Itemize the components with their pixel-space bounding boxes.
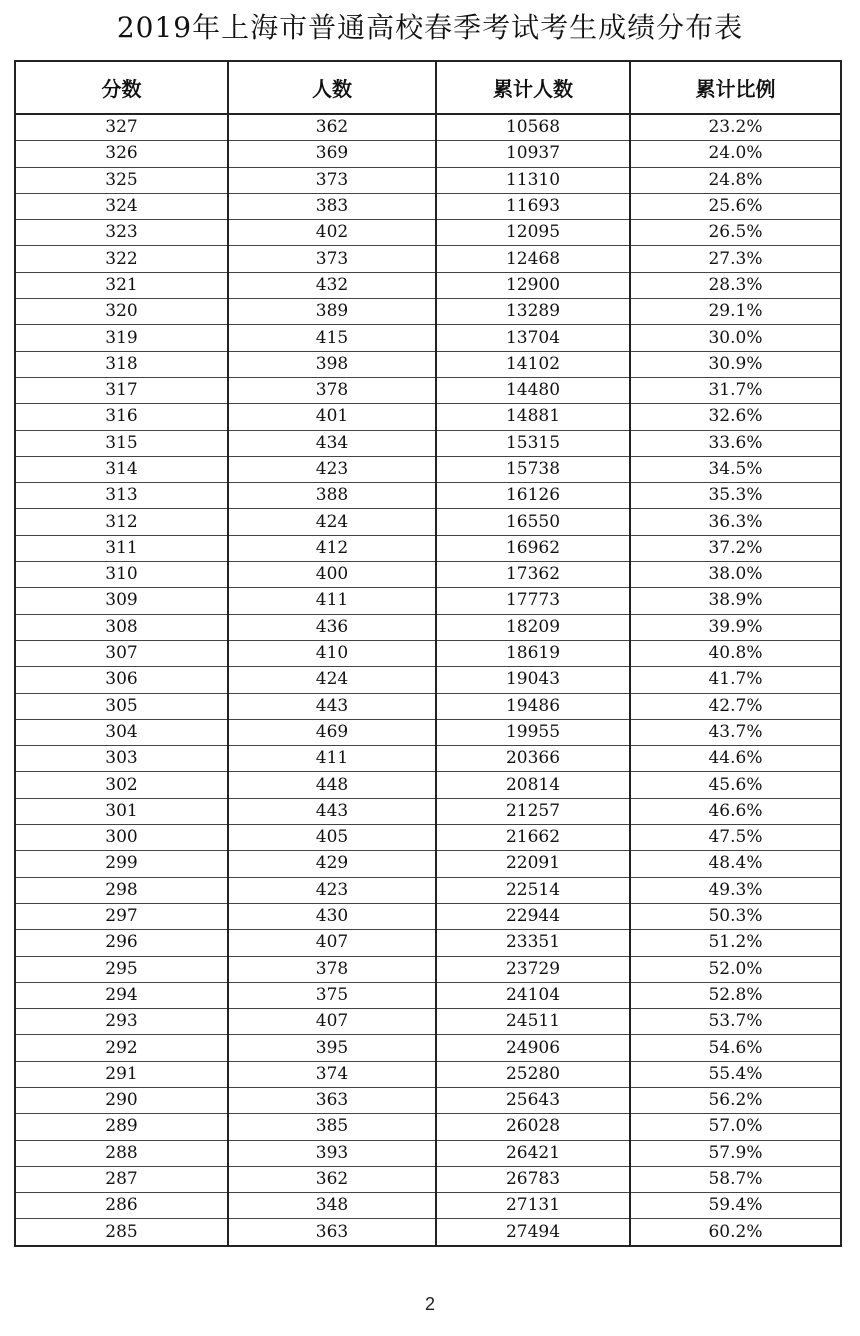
- score-distribution-table: [14, 60, 842, 1247]
- cell-cumulative-count: 21662: [436, 825, 630, 851]
- table-row: [15, 456, 841, 482]
- cell-cumulative-count: 13289: [436, 299, 630, 325]
- header-cumulative-count: 累计人数: [436, 61, 630, 114]
- cell-cumulative-count: 23351: [436, 930, 630, 956]
- cell-count: 469: [228, 719, 436, 745]
- table-row: [15, 693, 841, 719]
- cell-count: 423: [228, 456, 436, 482]
- cell-count: 369: [228, 141, 436, 167]
- header-cumulative-ratio: 累计比例: [630, 61, 841, 114]
- cell-count: 398: [228, 351, 436, 377]
- cell-score: 286: [15, 1193, 228, 1219]
- cell-cumulative-count: 16550: [436, 509, 630, 535]
- cell-count: 415: [228, 325, 436, 351]
- cell-score: 305: [15, 693, 228, 719]
- cell-score: 296: [15, 930, 228, 956]
- cell-cumulative-ratio: 31.7%: [630, 377, 841, 403]
- cell-cumulative-ratio: 33.6%: [630, 430, 841, 456]
- cell-cumulative-ratio: 50.3%: [630, 903, 841, 929]
- cell-cumulative-count: 26783: [436, 1166, 630, 1192]
- cell-count: 423: [228, 877, 436, 903]
- cell-cumulative-ratio: 59.4%: [630, 1193, 841, 1219]
- cell-count: 373: [228, 167, 436, 193]
- cell-count: 362: [228, 1166, 436, 1192]
- table-row: [15, 404, 841, 430]
- table-row: [15, 772, 841, 798]
- table-row: [15, 193, 841, 219]
- table-row: [15, 377, 841, 403]
- cell-cumulative-count: 22514: [436, 877, 630, 903]
- table-body: [15, 114, 841, 1246]
- cell-cumulative-ratio: 34.5%: [630, 456, 841, 482]
- cell-cumulative-count: 27494: [436, 1219, 630, 1246]
- cell-cumulative-count: 14102: [436, 351, 630, 377]
- table-row: [15, 272, 841, 298]
- cell-cumulative-count: 12095: [436, 220, 630, 246]
- cell-score: 302: [15, 772, 228, 798]
- cell-cumulative-count: 22944: [436, 903, 630, 929]
- cell-count: 402: [228, 220, 436, 246]
- cell-cumulative-ratio: 24.0%: [630, 141, 841, 167]
- cell-cumulative-count: 25643: [436, 1087, 630, 1113]
- table-row: [15, 299, 841, 325]
- cell-cumulative-count: 24511: [436, 1009, 630, 1035]
- cell-count: 407: [228, 930, 436, 956]
- cell-count: 411: [228, 588, 436, 614]
- cell-count: 443: [228, 693, 436, 719]
- cell-cumulative-count: 26421: [436, 1140, 630, 1166]
- cell-count: 393: [228, 1140, 436, 1166]
- cell-cumulative-count: 20814: [436, 772, 630, 798]
- cell-score: 327: [15, 114, 228, 141]
- table-row: [15, 562, 841, 588]
- cell-cumulative-count: 24104: [436, 982, 630, 1008]
- table-row: [15, 1035, 841, 1061]
- cell-score: 291: [15, 1061, 228, 1087]
- cell-count: 410: [228, 640, 436, 666]
- cell-cumulative-count: 10568: [436, 114, 630, 141]
- cell-cumulative-ratio: 49.3%: [630, 877, 841, 903]
- page-title: 2019年上海市普通高校春季考试考生成绩分布表: [116, 11, 744, 44]
- cell-cumulative-ratio: 35.3%: [630, 483, 841, 509]
- cell-count: 430: [228, 903, 436, 929]
- table-row: [15, 535, 841, 561]
- header-count: 人数: [228, 61, 436, 114]
- cell-cumulative-count: 16962: [436, 535, 630, 561]
- table-row: [15, 167, 841, 193]
- cell-score: 318: [15, 351, 228, 377]
- table-row: [15, 1009, 841, 1035]
- cell-cumulative-count: 18209: [436, 614, 630, 640]
- cell-cumulative-count: 23729: [436, 956, 630, 982]
- table-row: [15, 1219, 841, 1246]
- cell-score: 323: [15, 220, 228, 246]
- table-header-row: [15, 61, 841, 114]
- cell-score: 290: [15, 1087, 228, 1113]
- cell-cumulative-ratio: 25.6%: [630, 193, 841, 219]
- table-row: [15, 825, 841, 851]
- page-number: 2: [424, 1294, 435, 1314]
- table-row: [15, 430, 841, 456]
- cell-score: 304: [15, 719, 228, 745]
- cell-score: 301: [15, 798, 228, 824]
- cell-cumulative-ratio: 28.3%: [630, 272, 841, 298]
- table-row: [15, 1114, 841, 1140]
- cell-cumulative-ratio: 42.7%: [630, 693, 841, 719]
- cell-score: 287: [15, 1166, 228, 1192]
- cell-score: 298: [15, 877, 228, 903]
- cell-score: 285: [15, 1219, 228, 1246]
- cell-count: 362: [228, 114, 436, 141]
- cell-score: 321: [15, 272, 228, 298]
- cell-cumulative-ratio: 41.7%: [630, 667, 841, 693]
- cell-count: 385: [228, 1114, 436, 1140]
- cell-count: 388: [228, 483, 436, 509]
- cell-cumulative-ratio: 26.5%: [630, 220, 841, 246]
- cell-cumulative-ratio: 51.2%: [630, 930, 841, 956]
- cell-score: 325: [15, 167, 228, 193]
- cell-cumulative-count: 19486: [436, 693, 630, 719]
- cell-cumulative-ratio: 32.6%: [630, 404, 841, 430]
- table-row: [15, 746, 841, 772]
- cell-cumulative-count: 11693: [436, 193, 630, 219]
- table-row: [15, 220, 841, 246]
- cell-cumulative-ratio: 58.7%: [630, 1166, 841, 1192]
- cell-score: 289: [15, 1114, 228, 1140]
- cell-cumulative-ratio: 29.1%: [630, 299, 841, 325]
- cell-count: 436: [228, 614, 436, 640]
- cell-count: 424: [228, 509, 436, 535]
- cell-cumulative-count: 25280: [436, 1061, 630, 1087]
- cell-count: 374: [228, 1061, 436, 1087]
- cell-count: 389: [228, 299, 436, 325]
- cell-score: 303: [15, 746, 228, 772]
- cell-cumulative-ratio: 45.6%: [630, 772, 841, 798]
- cell-count: 424: [228, 667, 436, 693]
- cell-score: 311: [15, 535, 228, 561]
- cell-score: 293: [15, 1009, 228, 1035]
- cell-count: 434: [228, 430, 436, 456]
- cell-cumulative-ratio: 27.3%: [630, 246, 841, 272]
- cell-cumulative-count: 14881: [436, 404, 630, 430]
- cell-count: 432: [228, 272, 436, 298]
- cell-cumulative-ratio: 60.2%: [630, 1219, 841, 1246]
- cell-cumulative-ratio: 30.9%: [630, 351, 841, 377]
- cell-count: 363: [228, 1219, 436, 1246]
- table-row: [15, 877, 841, 903]
- cell-cumulative-ratio: 48.4%: [630, 851, 841, 877]
- table-row: [15, 1061, 841, 1087]
- cell-cumulative-count: 15738: [436, 456, 630, 482]
- cell-score: 316: [15, 404, 228, 430]
- cell-cumulative-ratio: 52.0%: [630, 956, 841, 982]
- cell-cumulative-ratio: 30.0%: [630, 325, 841, 351]
- header-score: 分数: [15, 61, 228, 114]
- cell-cumulative-count: 12468: [436, 246, 630, 272]
- cell-count: 429: [228, 851, 436, 877]
- cell-cumulative-count: 18619: [436, 640, 630, 666]
- cell-cumulative-count: 22091: [436, 851, 630, 877]
- cell-cumulative-ratio: 53.7%: [630, 1009, 841, 1035]
- cell-cumulative-count: 17362: [436, 562, 630, 588]
- cell-count: 375: [228, 982, 436, 1008]
- cell-cumulative-ratio: 23.2%: [630, 114, 841, 141]
- table-row: [15, 1166, 841, 1192]
- cell-cumulative-ratio: 36.3%: [630, 509, 841, 535]
- table-row: [15, 351, 841, 377]
- cell-cumulative-count: 20366: [436, 746, 630, 772]
- cell-cumulative-ratio: 38.0%: [630, 562, 841, 588]
- cell-score: 309: [15, 588, 228, 614]
- cell-cumulative-count: 11310: [436, 167, 630, 193]
- table-row: [15, 930, 841, 956]
- table-row: [15, 483, 841, 509]
- cell-cumulative-count: 19955: [436, 719, 630, 745]
- table-row: [15, 509, 841, 535]
- cell-cumulative-ratio: 37.2%: [630, 535, 841, 561]
- cell-count: 411: [228, 746, 436, 772]
- cell-cumulative-ratio: 47.5%: [630, 825, 841, 851]
- cell-count: 448: [228, 772, 436, 798]
- table-row: [15, 141, 841, 167]
- cell-score: 322: [15, 246, 228, 272]
- table-row: [15, 588, 841, 614]
- cell-count: 400: [228, 562, 436, 588]
- table-row: [15, 114, 841, 141]
- cell-cumulative-ratio: 57.9%: [630, 1140, 841, 1166]
- table-row: [15, 719, 841, 745]
- cell-score: 315: [15, 430, 228, 456]
- cell-cumulative-count: 19043: [436, 667, 630, 693]
- cell-cumulative-ratio: 55.4%: [630, 1061, 841, 1087]
- cell-score: 294: [15, 982, 228, 1008]
- table-row: [15, 667, 841, 693]
- table-row: [15, 325, 841, 351]
- cell-count: 348: [228, 1193, 436, 1219]
- cell-cumulative-ratio: 39.9%: [630, 614, 841, 640]
- table-row: [15, 246, 841, 272]
- cell-cumulative-ratio: 46.6%: [630, 798, 841, 824]
- cell-count: 395: [228, 1035, 436, 1061]
- cell-cumulative-count: 10937: [436, 141, 630, 167]
- cell-cumulative-ratio: 56.2%: [630, 1087, 841, 1113]
- cell-score: 319: [15, 325, 228, 351]
- cell-score: 324: [15, 193, 228, 219]
- cell-score: 297: [15, 903, 228, 929]
- cell-score: 292: [15, 1035, 228, 1061]
- table-row: [15, 1140, 841, 1166]
- cell-score: 326: [15, 141, 228, 167]
- cell-cumulative-ratio: 44.6%: [630, 746, 841, 772]
- table-row: [15, 982, 841, 1008]
- cell-count: 373: [228, 246, 436, 272]
- cell-cumulative-count: 27131: [436, 1193, 630, 1219]
- cell-cumulative-ratio: 43.7%: [630, 719, 841, 745]
- cell-score: 308: [15, 614, 228, 640]
- cell-count: 407: [228, 1009, 436, 1035]
- cell-cumulative-count: 16126: [436, 483, 630, 509]
- cell-score: 299: [15, 851, 228, 877]
- cell-count: 378: [228, 956, 436, 982]
- cell-cumulative-ratio: 24.8%: [630, 167, 841, 193]
- table-row: [15, 640, 841, 666]
- table-row: [15, 1193, 841, 1219]
- cell-score: 312: [15, 509, 228, 535]
- cell-score: 307: [15, 640, 228, 666]
- cell-cumulative-count: 13704: [436, 325, 630, 351]
- table-row: [15, 798, 841, 824]
- cell-score: 310: [15, 562, 228, 588]
- cell-count: 363: [228, 1087, 436, 1113]
- cell-cumulative-count: 12900: [436, 272, 630, 298]
- cell-count: 378: [228, 377, 436, 403]
- table-row: [15, 956, 841, 982]
- table-row: [15, 851, 841, 877]
- cell-cumulative-count: 15315: [436, 430, 630, 456]
- cell-count: 412: [228, 535, 436, 561]
- cell-cumulative-ratio: 52.8%: [630, 982, 841, 1008]
- cell-cumulative-count: 17773: [436, 588, 630, 614]
- cell-cumulative-ratio: 54.6%: [630, 1035, 841, 1061]
- cell-count: 405: [228, 825, 436, 851]
- cell-score: 295: [15, 956, 228, 982]
- cell-score: 313: [15, 483, 228, 509]
- cell-count: 443: [228, 798, 436, 824]
- cell-cumulative-count: 14480: [436, 377, 630, 403]
- cell-cumulative-ratio: 57.0%: [630, 1114, 841, 1140]
- cell-cumulative-count: 24906: [436, 1035, 630, 1061]
- table-row: [15, 614, 841, 640]
- table-row: [15, 1087, 841, 1113]
- cell-score: 320: [15, 299, 228, 325]
- cell-score: 314: [15, 456, 228, 482]
- cell-score: 317: [15, 377, 228, 403]
- cell-cumulative-ratio: 40.8%: [630, 640, 841, 666]
- cell-cumulative-ratio: 38.9%: [630, 588, 841, 614]
- cell-score: 288: [15, 1140, 228, 1166]
- cell-cumulative-count: 26028: [436, 1114, 630, 1140]
- cell-cumulative-count: 21257: [436, 798, 630, 824]
- cell-score: 300: [15, 825, 228, 851]
- cell-score: 306: [15, 667, 228, 693]
- cell-count: 401: [228, 404, 436, 430]
- cell-count: 383: [228, 193, 436, 219]
- table-row: [15, 903, 841, 929]
